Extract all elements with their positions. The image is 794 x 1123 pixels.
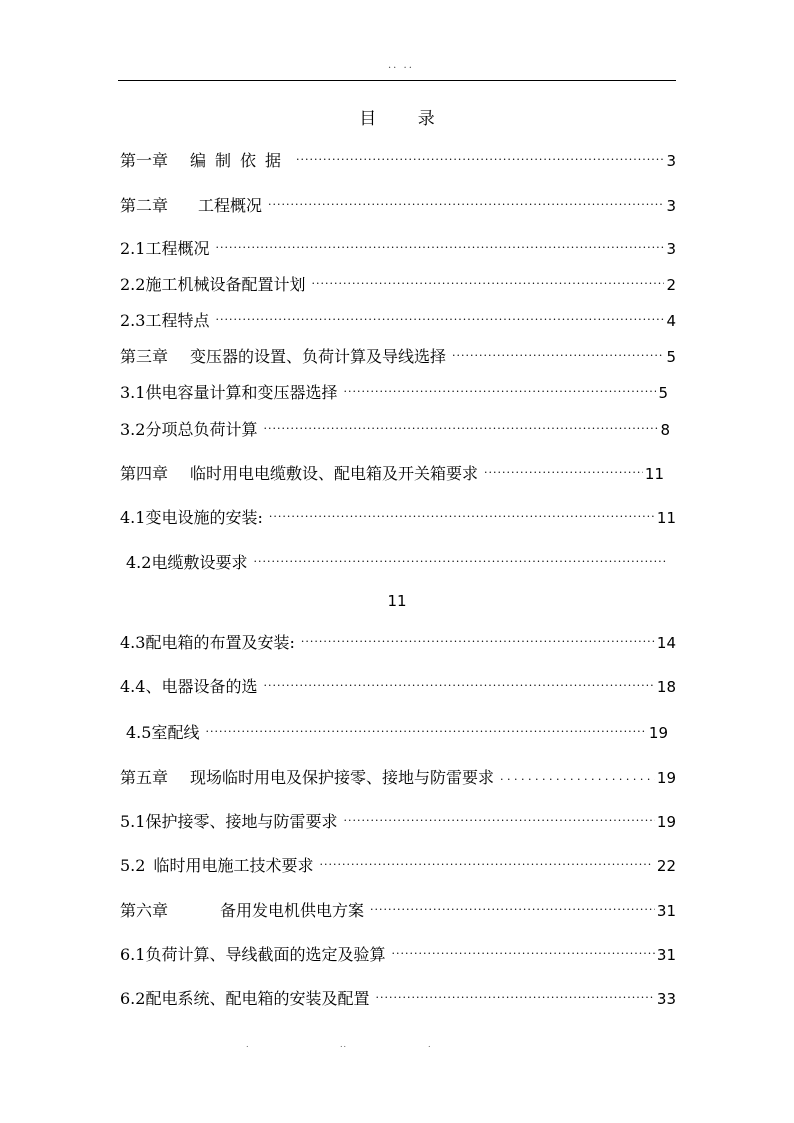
toc-entry-page: 18 — [656, 678, 676, 696]
toc-leader-dots — [343, 381, 656, 403]
toc-entry-number: 4.4、 — [120, 677, 162, 696]
toc-entry-label — [120, 463, 478, 485]
header-rule — [118, 80, 676, 81]
toc-entry-number: 2.2 — [120, 275, 146, 294]
toc-entry-label — [120, 150, 290, 172]
toc-leader-dots — [391, 943, 654, 965]
toc-entry-page: 8 — [660, 421, 670, 439]
toc-entry-page: 11 — [644, 465, 664, 483]
toc-entry-label — [120, 195, 262, 217]
toc-entry-label — [120, 900, 364, 922]
toc-leader-dots — [263, 675, 654, 697]
toc-entry-title: 配电系统、配电箱的安装及配置 — [145, 989, 370, 1008]
toc-entry-number: 3.1 — [120, 383, 146, 402]
toc-entry-title: 配电箱的布置及安装: — [145, 633, 295, 652]
toc-leader-dots — [343, 810, 654, 832]
toc-entry-page: 5 — [666, 348, 676, 366]
toc-entry-5-2[interactable] — [120, 855, 676, 879]
toc-entry-2-3[interactable] — [120, 310, 676, 334]
toc-entry-number: 第六章 — [120, 901, 169, 920]
toc-leader-dots — [500, 766, 655, 788]
footer-mark: .. — [340, 1040, 348, 1049]
toc-entry-4-3[interactable] — [120, 632, 676, 656]
toc-entry-chapter-5[interactable] — [120, 767, 676, 791]
toc-entry-title: 备用发电机供电方案 — [220, 901, 365, 920]
toc-leader-dots — [452, 345, 664, 367]
toc-entry-label — [120, 382, 337, 404]
toc-entry-chapter-6[interactable] — [120, 900, 676, 924]
toc-entry-label — [120, 988, 369, 1010]
toc-entry-page: 31 — [656, 946, 676, 964]
toc-entry-3-2[interactable] — [120, 419, 676, 443]
toc-entry-number: 4.2 — [126, 553, 152, 572]
toc-leader-dots — [484, 462, 643, 484]
toc-entry-page: 4 — [666, 312, 676, 330]
toc-entry-page: 5 — [658, 384, 668, 402]
toc-entry-4-2-page: 11 — [387, 592, 407, 610]
toc-entry-4-5[interactable] — [126, 722, 668, 746]
toc-entry-number: 5.2 — [120, 856, 146, 875]
toc-entry-title: 现场临时用电及保护接零、接地与防雷要求 — [190, 768, 495, 787]
toc-entry-label — [126, 722, 199, 744]
footer-mark: . — [246, 1040, 250, 1049]
toc-leader-dots — [253, 551, 668, 573]
toc-entry-page: 31 — [656, 902, 676, 920]
toc-entry-6-1[interactable] — [120, 944, 676, 968]
toc-entry-title: 临时用电电缆敷设、配电箱及开关箱要求 — [190, 464, 479, 483]
toc-entry-number: 4.3 — [120, 633, 146, 652]
toc-leader-dots — [215, 237, 664, 259]
toc-entry-title: 变压器的设置、负荷计算及导线选择 — [190, 347, 447, 366]
toc-title: 目 录 — [359, 109, 453, 129]
toc-entry-label — [120, 274, 305, 296]
toc-entry-label — [120, 419, 257, 441]
toc-entry-number: 6.2 — [120, 989, 146, 1008]
toc-entry-number: 第二章 — [120, 196, 169, 215]
toc-entry-number: 6.1 — [120, 945, 146, 964]
toc-entry-title: 电器设备的选 — [161, 677, 258, 696]
toc-entry-title: 室配线 — [151, 723, 200, 742]
toc-entry-chapter-3[interactable] — [120, 346, 676, 370]
toc-entry-label — [120, 855, 313, 877]
toc-entry-title: 电缆敷设要求 — [151, 553, 248, 572]
toc-entry-title: 编制依据 — [190, 151, 291, 170]
toc-entry-label — [120, 632, 295, 654]
toc-entry-number: 2.3 — [120, 311, 146, 330]
toc-entry-page: 22 — [656, 857, 676, 875]
footer-mark: . — [428, 1040, 432, 1049]
toc-entry-number: 2.1 — [120, 239, 146, 258]
toc-leader-dots — [375, 987, 654, 1009]
toc-entry-title: 分项总负荷计算 — [145, 420, 258, 439]
toc-entry-title: 工程特点 — [145, 311, 210, 330]
toc-entry-title: 工程概况 — [198, 196, 263, 215]
toc-leader-dots — [205, 721, 646, 743]
toc-entry-label — [120, 811, 337, 833]
toc-leader-dots — [215, 309, 664, 331]
toc-entry-label — [120, 346, 446, 368]
toc-entry-page: 3 — [666, 152, 676, 170]
toc-entry-page: 11 — [656, 509, 676, 527]
toc-entry-label — [126, 552, 247, 574]
toc-entry-chapter-4[interactable] — [120, 463, 676, 487]
toc-entry-title: 变电设施的安装: — [145, 508, 263, 527]
toc-entry-number: 第五章 — [120, 768, 169, 787]
toc-entry-page: 19 — [656, 769, 676, 787]
toc-entry-page: 3 — [666, 240, 676, 258]
toc-entry-6-2[interactable] — [120, 988, 676, 1012]
toc-entry-number: 第三章 — [120, 347, 169, 366]
toc-leader-dots — [269, 506, 655, 528]
toc-entry-title: 施工机械设备配置计划 — [145, 275, 306, 294]
toc-leader-dots — [268, 194, 664, 216]
toc-leader-dots — [311, 273, 664, 295]
toc-entry-page: 14 — [656, 634, 676, 652]
toc-entry-4-2[interactable] — [126, 552, 670, 576]
toc-entry-chapter-2[interactable] — [120, 195, 676, 219]
toc-entry-title: 负荷计算、导线截面的选定及验算 — [145, 945, 386, 964]
toc-entry-number: 第四章 — [120, 464, 169, 483]
toc-entry-label — [120, 767, 494, 789]
toc-entry-number: 4.1 — [120, 508, 146, 527]
toc-entry-3-1[interactable] — [120, 382, 676, 406]
toc-entry-4-4[interactable] — [120, 676, 676, 700]
toc-entry-page: 19 — [648, 724, 668, 742]
toc-leader-dots — [263, 418, 658, 440]
toc-entry-label — [120, 676, 257, 698]
toc-entry-label — [120, 944, 385, 966]
toc-entry-chapter-1[interactable] — [120, 150, 676, 174]
toc-entry-page: 2 — [666, 276, 676, 294]
toc-entry-title: 保护接零、接地与防雷要求 — [145, 812, 338, 831]
toc-entry-label — [120, 507, 263, 529]
toc-entry-label — [120, 238, 209, 260]
toc-leader-dots — [319, 854, 650, 876]
toc-entry-2-1[interactable] — [120, 238, 676, 262]
toc-leader-dots — [301, 631, 655, 653]
toc-entry-title: 临时用电施工技术要求 — [153, 856, 314, 875]
toc-entry-title: 供电容量计算和变压器选择 — [145, 383, 338, 402]
toc-entry-number: 5.1 — [120, 812, 146, 831]
toc-entry-page: 3 — [666, 197, 676, 215]
toc-leader-dots — [370, 899, 655, 921]
header-marks: .. .. — [388, 60, 414, 71]
toc-entry-4-1[interactable] — [120, 507, 676, 531]
toc-entry-title: 工程概况 — [145, 239, 210, 258]
toc-entry-page: 33 — [656, 990, 676, 1008]
toc-entry-number: 第一章 — [120, 151, 169, 170]
toc-entry-label — [120, 310, 209, 332]
toc-entry-page: 19 — [656, 813, 676, 831]
toc-leader-dots — [296, 149, 664, 171]
toc-entry-number: 4.5 — [126, 723, 152, 742]
toc-entry-2-2[interactable] — [120, 274, 676, 298]
toc-entry-number: 3.2 — [120, 420, 146, 439]
toc-entry-5-1[interactable] — [120, 811, 676, 835]
